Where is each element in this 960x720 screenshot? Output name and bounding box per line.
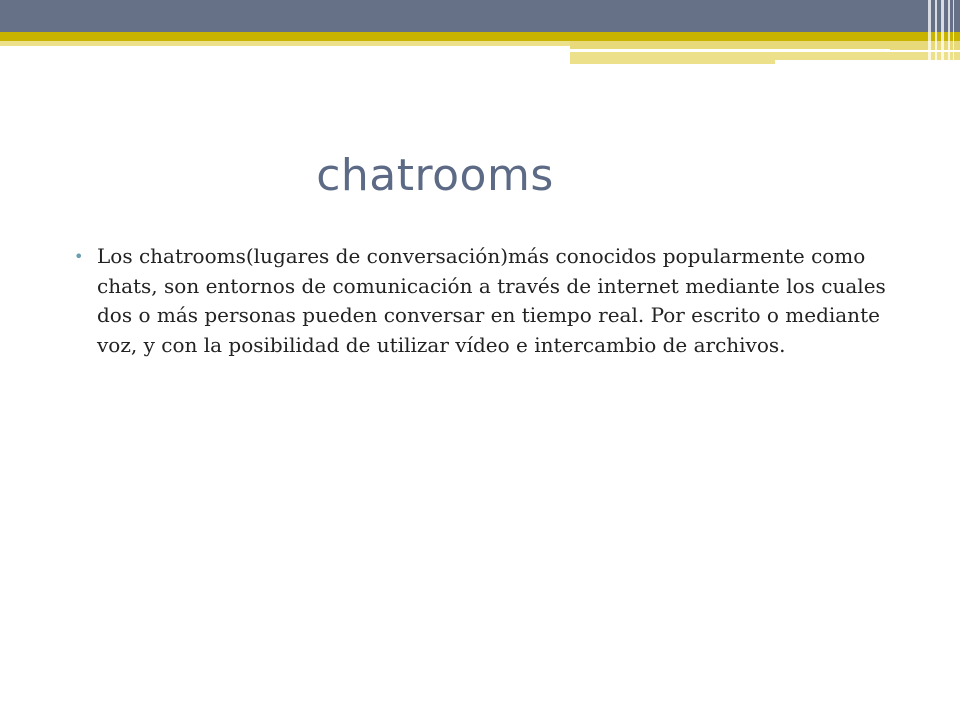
header-vertical-line: [928, 0, 931, 64]
bullet-list: [72, 242, 892, 360]
slide-title: chatrooms: [316, 150, 554, 201]
header-vertical-line: [935, 0, 937, 64]
header-stripe-light: [0, 41, 570, 46]
header-vertical-line: [953, 0, 954, 64]
header-stripe-light-lower: [570, 52, 960, 60]
bullet-text: Los chatrooms(lugares de conversación)más conocidos popularmente como chats, son entornos de comunicación a través de internet mediante los cuales dos o más personas pueden conversar en tiempo real. Por escrito o mediante voz, y con la posibilidad de utilizar vídeo e intercambio de archivos.: [97, 244, 886, 357]
bullet-item: [72, 242, 892, 360]
header-stripe-light-short: [570, 60, 775, 64]
bullet-marker-icon: •: [74, 247, 84, 266]
header-band: [0, 0, 960, 32]
header-stripe-gold: [0, 32, 960, 41]
header-vertical-line: [948, 0, 950, 64]
header-vertical-line: [941, 0, 944, 64]
